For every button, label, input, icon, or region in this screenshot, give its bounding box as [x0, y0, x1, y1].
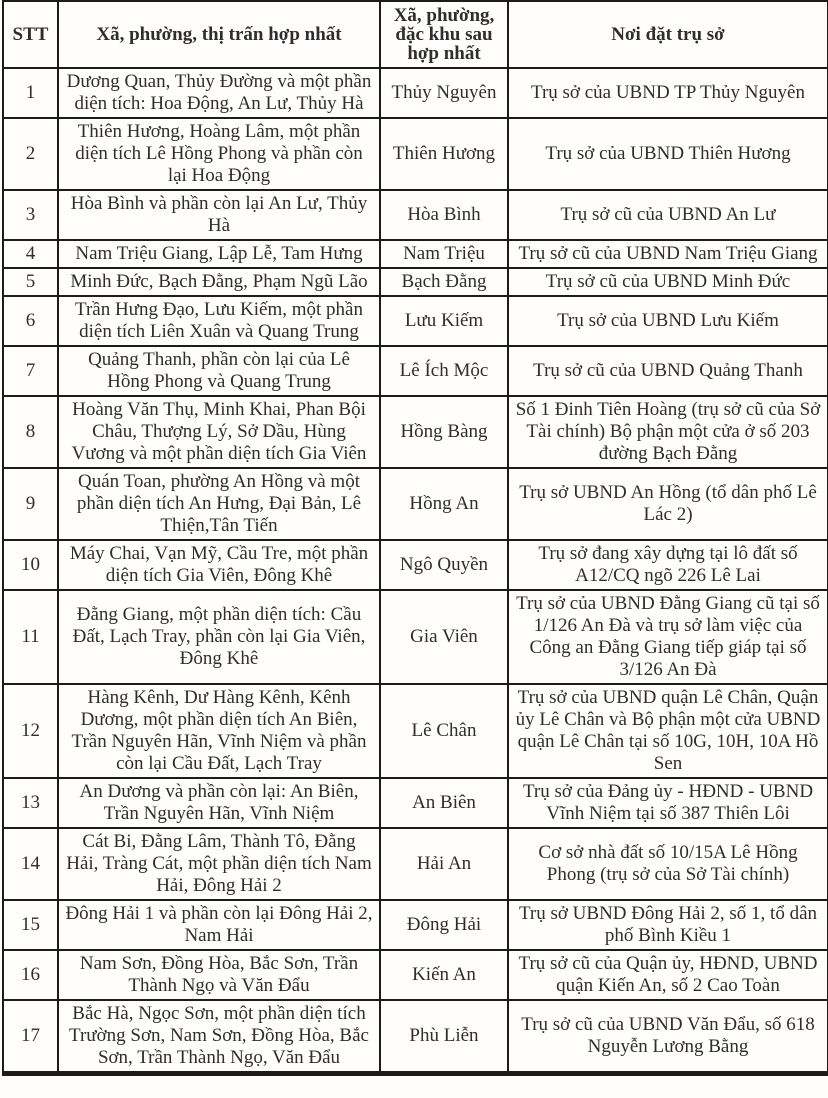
- table-row: [3, 468, 828, 540]
- merged-units-cell: Bắc Hà, Ngọc Sơn, một phần diện tích Trường Sơn, Nam Sơn, Đồng Hòa, Bắc Sơn, Trần Thành Ngọ, Văn Đẩu: [58, 1000, 380, 1074]
- merged-units-cell: Hàng Kênh, Dư Hàng Kênh, Kênh Dương, một phần diện tích An Biên, Trần Nguyên Hãn, Vĩnh Niệm và phần còn lại Cầu Đất, Lạch Tray: [58, 684, 380, 778]
- office-location-cell: Trụ sở của UBND quận Lê Chân, Quận ủy Lê Chân và Bộ phận một cửa UBND quận Lê Chân tại số 10G, 10H, 10A Hồ Sen: [508, 684, 828, 778]
- new-unit-cell: Lưu Kiếm: [380, 296, 508, 346]
- stt-cell: 5: [3, 268, 58, 296]
- stt-cell: 9: [3, 468, 58, 540]
- header-office-location: Nơi đặt trụ sở: [508, 1, 828, 68]
- merged-units-cell: Hoàng Văn Thụ, Minh Khai, Phan Bội Châu, Thượng Lý, Sở Dầu, Hùng Vương và một phần diện tích Gia Viên: [58, 396, 380, 468]
- merged-units-cell: Quán Toan, phường An Hồng và một phần diện tích An Hưng, Đại Bản, Lê Thiện,Tân Tiến: [58, 468, 380, 540]
- table-row: [3, 68, 828, 118]
- office-location-cell: Trụ sở đang xây dựng tại lô đất số A12/CQ ngõ 226 Lê Lai: [508, 540, 828, 590]
- header-row: [3, 1, 828, 68]
- merged-units-cell: Hòa Bình và phần còn lại An Lư, Thủy Hà: [58, 190, 380, 240]
- office-location-cell: Trụ sở UBND An Hồng (tổ dân phố Lê Lác 2): [508, 468, 828, 540]
- office-location-cell: Trụ sở của UBND Lưu Kiếm: [508, 296, 828, 346]
- table-row: [3, 590, 828, 684]
- office-location-cell: Trụ sở cũ của UBND Nam Triệu Giang: [508, 240, 828, 268]
- stt-cell: 16: [3, 950, 58, 1000]
- office-location-cell: Trụ sở của UBND Thiên Hương: [508, 118, 828, 190]
- table-row: [3, 346, 828, 396]
- office-location-cell: Trụ sở của Đảng ủy - HĐND - UBND Vĩnh Niệm tại số 387 Thiên Lôi: [508, 778, 828, 828]
- header-merged-units: Xã, phường, thị trấn hợp nhất: [58, 1, 380, 68]
- merged-units-cell: Đằng Giang, một phần diện tích: Cầu Đất, Lạch Tray, phần còn lại Gia Viên, Đông Khê: [58, 590, 380, 684]
- new-unit-cell: Hồng An: [380, 468, 508, 540]
- stt-cell: 11: [3, 590, 58, 684]
- office-location-cell: Trụ sở cũ của UBND Quảng Thanh: [508, 346, 828, 396]
- office-location-cell: Trụ sở cũ của Quận ủy, HĐND, UBND quận Kiến An, số 2 Cao Toàn: [508, 950, 828, 1000]
- stt-cell: 15: [3, 900, 58, 950]
- new-unit-cell: Thiên Hương: [380, 118, 508, 190]
- merged-units-cell: Cát Bi, Đằng Lâm, Thành Tô, Đằng Hải, Tràng Cát, một phần diện tích Nam Hải, Đông Hải 2: [58, 828, 380, 900]
- new-unit-cell: Lê Chân: [380, 684, 508, 778]
- stt-cell: 7: [3, 346, 58, 396]
- table-row: [3, 950, 828, 1000]
- office-location-cell: Trụ sở của UBND Đằng Giang cũ tại số 1/126 An Đà và trụ sở làm việc của Công an Đằng Giang tiếp giáp tại số 3/126 An Đà: [508, 590, 828, 684]
- office-location-cell: Trụ sở cũ của UBND An Lư: [508, 190, 828, 240]
- table-row: [3, 190, 828, 240]
- table-row: [3, 268, 828, 296]
- office-location-cell: Trụ sở UBND Đông Hải 2, số 1, tổ dân phố Bình Kiều 1: [508, 900, 828, 950]
- merged-units-cell: Đông Hải 1 và phần còn lại Đông Hải 2, Nam Hải: [58, 900, 380, 950]
- new-unit-cell: Nam Triệu: [380, 240, 508, 268]
- new-unit-cell: Thủy Nguyên: [380, 68, 508, 118]
- new-unit-cell: Hải An: [380, 828, 508, 900]
- merger-table: [2, 0, 828, 1076]
- new-unit-cell: Bạch Đằng: [380, 268, 508, 296]
- stt-cell: 17: [3, 1000, 58, 1074]
- table-row: [3, 396, 828, 468]
- office-location-cell: Trụ sở cũ của UBND Minh Đức: [508, 268, 828, 296]
- new-unit-cell: Hồng Bàng: [380, 396, 508, 468]
- new-unit-cell: Gia Viên: [380, 590, 508, 684]
- merged-units-cell: Trần Hưng Đạo, Lưu Kiếm, một phần diện tích Liên Xuân và Quang Trung: [58, 296, 380, 346]
- merged-units-cell: An Dương và phần còn lại: An Biên, Trần Nguyên Hãn, Vĩnh Niệm: [58, 778, 380, 828]
- stt-cell: 10: [3, 540, 58, 590]
- table-row: [3, 540, 828, 590]
- new-unit-cell: Kiến An: [380, 950, 508, 1000]
- office-location-cell: Trụ sở cũ của UBND Văn Đẩu, số 618 Nguyễn Lương Bằng: [508, 1000, 828, 1074]
- merged-units-cell: Thiên Hương, Hoàng Lâm, một phần diện tích Lê Hồng Phong và phần còn lại Hoa Động: [58, 118, 380, 190]
- stt-cell: 4: [3, 240, 58, 268]
- new-unit-cell: Đông Hải: [380, 900, 508, 950]
- office-location-cell: Trụ sở của UBND TP Thủy Nguyên: [508, 68, 828, 118]
- new-unit-cell: Hòa Bình: [380, 190, 508, 240]
- stt-cell: 3: [3, 190, 58, 240]
- merged-units-cell: Dương Quan, Thủy Đường và một phần diện tích: Hoa Động, An Lư, Thủy Hà: [58, 68, 380, 118]
- table-row: [3, 778, 828, 828]
- merged-units-cell: Nam Triệu Giang, Lập Lễ, Tam Hưng: [58, 240, 380, 268]
- stt-cell: 1: [3, 68, 58, 118]
- header-stt: STT: [3, 1, 58, 68]
- stt-cell: 13: [3, 778, 58, 828]
- table-row: [3, 296, 828, 346]
- new-unit-cell: Ngô Quyền: [380, 540, 508, 590]
- stt-cell: 8: [3, 396, 58, 468]
- table-row: [3, 1000, 828, 1074]
- table-row: [3, 684, 828, 778]
- table-body: [3, 68, 828, 1074]
- stt-cell: 6: [3, 296, 58, 346]
- new-unit-cell: Phù Liễn: [380, 1000, 508, 1074]
- header-new-unit: Xã, phường, đặc khu sau hợp nhất: [380, 1, 508, 68]
- stt-cell: 14: [3, 828, 58, 900]
- office-location-cell: Cơ sở nhà đất số 10/15A Lê Hồng Phong (trụ sở của Sở Tài chính): [508, 828, 828, 900]
- table-row: [3, 118, 828, 190]
- merged-units-cell: Máy Chai, Vạn Mỹ, Cầu Tre, một phần diện tích Gia Viên, Đông Khê: [58, 540, 380, 590]
- merged-units-cell: Nam Sơn, Đồng Hòa, Bắc Sơn, Trần Thành Ngọ và Văn Đẩu: [58, 950, 380, 1000]
- table-row: [3, 240, 828, 268]
- merged-units-cell: Minh Đức, Bạch Đằng, Phạm Ngũ Lão: [58, 268, 380, 296]
- new-unit-cell: Lê Ích Mộc: [380, 346, 508, 396]
- table-row: [3, 900, 828, 950]
- stt-cell: 2: [3, 118, 58, 190]
- new-unit-cell: An Biên: [380, 778, 508, 828]
- table-row: [3, 828, 828, 900]
- stt-cell: 12: [3, 684, 58, 778]
- office-location-cell: Số 1 Đinh Tiên Hoàng (trụ sở cũ của Sở Tài chính) Bộ phận một cửa ở số 203 đường Bạch Đằng: [508, 396, 828, 468]
- table-header: [3, 1, 828, 68]
- merged-units-cell: Quảng Thanh, phần còn lại của Lê Hồng Phong và Quang Trung: [58, 346, 380, 396]
